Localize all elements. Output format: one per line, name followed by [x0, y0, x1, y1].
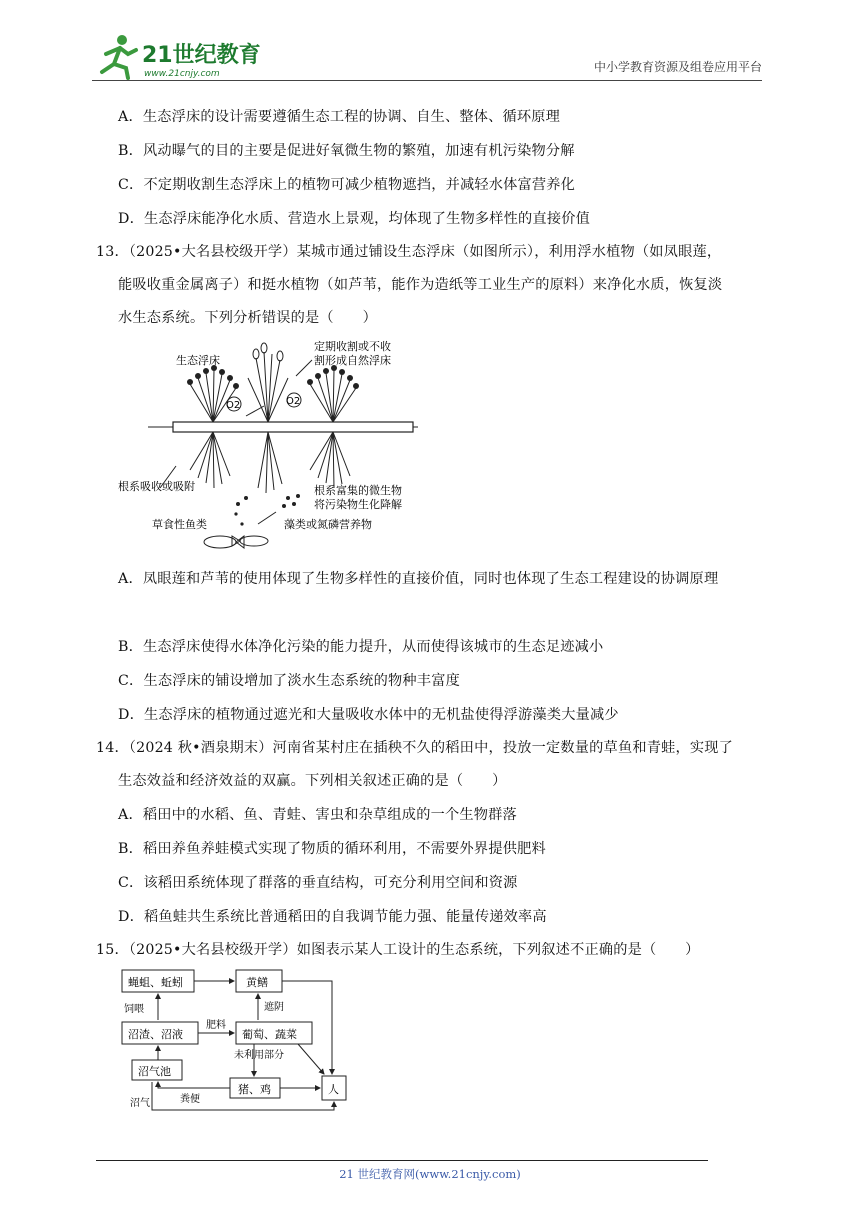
arrow-grape-to-human [298, 1044, 324, 1074]
q13-option-b: B．生态浮床使得水体净化污染的能力提升，从而使得该城市的生态足迹减小 [118, 639, 604, 655]
box-residue-label: 沼渣、沼液 [128, 1028, 183, 1041]
q14-stem-line-2: 生态效益和经济效益的双赢。下列相关叙述正确的是（ ） [118, 773, 507, 789]
header-divider [92, 80, 762, 81]
label-microbe-1: 根系富集的微生物 [314, 484, 402, 497]
q14-option-c: C．该稻田系统体现了群落的垂直结构，可充分利用空间和资源 [118, 875, 518, 891]
q15-ecosystem-diagram [118, 966, 350, 1116]
q14-stem-line-1: 14．（2024 秋•酒泉期末）河南省某村庄在插秧不久的稻田中，投放一定数量的草鱼和青蛙，实现了 [96, 740, 734, 756]
q13-option-a: A．凤眼莲和芦苇的使用体现了生物多样性的直接价值，同时也体现了生态工程建设的协调原理 [118, 571, 719, 587]
runner-icon [102, 35, 136, 78]
q13-option-c: C．生态浮床的铺设增加了淡水生态系统的物种丰富度 [118, 673, 460, 689]
logo-url: www.21cnjy.com [144, 69, 220, 79]
middle-flower-buds [253, 343, 283, 361]
q13-stem-line-2: 能吸收重金属离子）和挺水植物（如芦苇，能作为造纸等工业生产的原料）来净化水质，恢复淡 [118, 277, 723, 293]
label-manure: 粪便 [180, 1094, 200, 1105]
q13-option-d: D．生态浮床的植物通过遮光和大量吸收水体中的无机盐使得浮游藻类大量减少 [118, 707, 619, 723]
box-pig-label: 猪、鸡 [238, 1083, 271, 1096]
footer-text: 21 世纪教育网(www.21cnjy.com) [339, 1167, 521, 1181]
arrow-left [246, 406, 264, 416]
logo-text: 21世纪教育 [142, 43, 261, 68]
arrow-pig-to-pool [158, 1082, 230, 1088]
box-flies-label: 蝇蛆、蚯蚓 [128, 976, 183, 989]
page-header [92, 30, 762, 82]
q14-option-a: A．稻田中的水稻、鱼、青蛙、害虫和杂草组成的一个生物群落 [118, 807, 517, 823]
label-roots: 根系吸收或吸附 [118, 480, 195, 493]
q12-option-a: A．生态浮床的设计需要遵循生态工程的协调、自生、整体、循环原理 [118, 109, 561, 125]
box-grape-label: 葡萄、蔬菜 [242, 1028, 297, 1041]
header-platform-text: 中小学教育资源及组卷应用平台 [593, 60, 762, 74]
q12-option-b: B．风动曝气的目的主要是促进好氧微生物的繁殖，加速有机污染物分解 [118, 143, 575, 159]
label-algae: 藻类或氮磷营养物 [284, 518, 372, 531]
arrow-top-right [296, 360, 312, 376]
o2-label-left: O2 [226, 400, 241, 411]
q14-option-d: D．稻鱼蛙共生系统比普通稻田的自我调节能力强、能量传递效率高 [118, 909, 547, 925]
q12-option-c: C．不定期收割生态浮床上的植物可减少植物遮挡，并减轻水体富营养化 [118, 177, 576, 193]
label-float-bed: 生态浮床 [176, 354, 220, 367]
label-shade: 遮阴 [264, 1002, 284, 1013]
q15-stem: 15．（2025•大名县校级开学）如图表示某人工设计的生态系统，下列叙述不正确的是（ ） [96, 942, 700, 958]
site-logo [92, 32, 262, 80]
q13-stem-line-1: 13．（2025•大名县校级开学）某城市通过铺设生态浮床（如图所示），利用浮水植物（如凤眼莲， [96, 244, 722, 260]
float-bed-bar [173, 422, 413, 432]
left-flower-heads [187, 365, 239, 389]
label-fish: 草食性鱼类 [152, 518, 207, 531]
label-harvest-1: 定期收割或不收 [314, 340, 391, 353]
box-human-label: 人 [328, 1083, 339, 1096]
label-microbe-2: 将污染物生化降解 [314, 498, 402, 511]
label-unused: 未利用部分 [234, 1050, 284, 1061]
fish-icon [204, 536, 268, 548]
o2-label-right: O2 [286, 396, 301, 407]
label-feed: 饲喂 [124, 1004, 144, 1015]
label-harvest-2: 割形成自然浮床 [314, 354, 391, 367]
q13-stem-line-3: 水生态系统。下列分析错误的是（ ） [118, 310, 377, 326]
q13-ecological-float-bed-figure [118, 338, 418, 552]
label-biogas: 沼气 [130, 1098, 150, 1109]
right-flower-heads [307, 365, 359, 389]
arrow-algae [258, 512, 276, 524]
q14-option-b: B．稻田养鱼养蛙模式实现了物质的循环利用，不需要外界提供肥料 [118, 841, 546, 857]
label-fertilizer: 肥料 [206, 1020, 226, 1031]
box-pool-label: 沼气池 [138, 1065, 171, 1078]
footer-divider [96, 1160, 708, 1161]
box-eel-label: 黄鳝 [246, 976, 268, 989]
q12-option-d: D．生态浮床能净化水质、营造水上景观，均体现了生物多样性的直接价值 [118, 211, 590, 227]
